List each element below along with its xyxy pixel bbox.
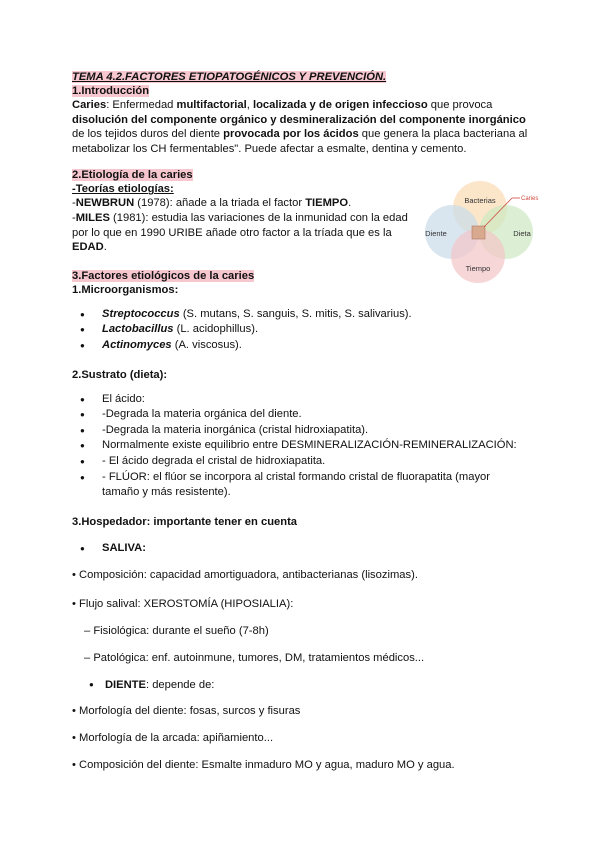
list-item: ● Lactobacillus (L. acidophillus). bbox=[102, 322, 540, 338]
sustrato-list bbox=[72, 392, 540, 501]
list-item: ● SALIVA: bbox=[102, 541, 540, 557]
paragraph-line: EDAD. bbox=[72, 241, 107, 254]
venn-label-tiempo: Tiempo bbox=[465, 264, 491, 273]
detail-line: • Composición del diente: Esmalte inmaduro MO y agua, maduro MO y agua. bbox=[72, 759, 455, 771]
paragraph-line: disolución del componente orgánico y desmineralización del componente inorgánico bbox=[72, 113, 526, 126]
venn-label-bacterias: Bacterias bbox=[464, 196, 496, 205]
document-page bbox=[72, 70, 540, 556]
section-factores bbox=[72, 269, 540, 557]
list-item: ● El ácido: bbox=[102, 392, 540, 408]
subheading: 3.Hospedador: importante tener en cuenta bbox=[72, 515, 298, 528]
venn-label-caries: Caries bbox=[521, 196, 539, 202]
caries-venn-diagram bbox=[408, 178, 548, 286]
detail-line: • Composición: capacidad amortiguadora, antibacterianas (lisozimas). bbox=[72, 569, 418, 581]
detail-line: – Patológica: enf. autoinmune, tumores, DM, tratamientos médicos... bbox=[84, 652, 425, 664]
detail-line: – Fisiológica: durante el sueño (7-8h) bbox=[84, 625, 269, 637]
subheading: 2.Sustrato (dieta): bbox=[72, 368, 168, 381]
paragraph-line: por lo que en 1990 URIBE añade otro factor a la tríada que es la bbox=[72, 226, 392, 239]
venn-label-diente: Diente bbox=[425, 229, 447, 238]
list-item: ● - FLÚOR: el flúor se incorpora al cristal formando cristal de fluorapatita (mayor tamaño y más resistente). bbox=[102, 470, 540, 501]
diente-bullet: ● DIENTE: depende de: bbox=[89, 679, 215, 691]
section-introduccion bbox=[72, 84, 540, 156]
paragraph-line: -MILES (1981): estudia las variaciones de la inmunidad con la edad bbox=[72, 211, 408, 224]
document-title: TEMA 4.2.FACTORES ETIOPATOGÉNICOS Y PREVENCIÓN. bbox=[72, 71, 387, 83]
detail-line: • Flujo salival: XEROSTOMÍA (HIPOSIALIA): bbox=[72, 598, 294, 610]
section-heading: 1.Introducción bbox=[72, 85, 150, 97]
paragraph-line: -NEWBRUN (1978): añade a la triada el factor TIEMPO. bbox=[72, 197, 352, 210]
list-item: ● Normalmente existe equilibrio entre DESMINERALIZACIÓN-REMINERALIZACIÓN: bbox=[102, 438, 540, 454]
section-heading: 2.Etiología de la caries bbox=[72, 169, 193, 182]
subheading: 1.Microorganismos: bbox=[72, 283, 179, 296]
saliva-bullet bbox=[72, 541, 540, 557]
detail-line: • Morfología de la arcada: apiñamiento... bbox=[72, 732, 274, 744]
paragraph-line: de los tejidos duros del diente provocada por los ácidos que genera la placa bacteriana al bbox=[72, 128, 528, 141]
paragraph-line: metabolizar los CH fermentables". Puede afectar a esmalte, dentina y cemento. bbox=[72, 142, 467, 155]
list-item: ● -Degrada la materia inorgánica (cristal hidroxiapatita). bbox=[102, 423, 540, 439]
bullet-icon: ● bbox=[89, 680, 94, 689]
list-item: ● - El ácido degrada el cristal de hidroxiapatita. bbox=[102, 454, 540, 470]
detail-line: • Morfología del diente: fosas, surcos y fisuras bbox=[72, 705, 301, 717]
section-heading: 3.Factores etiológicos de la caries bbox=[72, 269, 255, 282]
microorganismos-list bbox=[72, 307, 540, 354]
paragraph-line: Caries: Enfermedad multifactorial, localizada y de origen infeccioso que provoca bbox=[72, 99, 493, 111]
subheading: -Teorías etiologías: bbox=[72, 183, 174, 196]
venn-center bbox=[472, 226, 485, 239]
list-item: ● Streptococcus (S. mutans, S. sanguis, S. mitis, S. salivarius). bbox=[102, 307, 540, 323]
list-item: ● Actinomyces (A. viscosus). bbox=[102, 338, 540, 354]
list-item: ● -Degrada la materia orgánica del diente. bbox=[102, 407, 540, 423]
venn-label-dieta: Dieta bbox=[513, 229, 531, 238]
